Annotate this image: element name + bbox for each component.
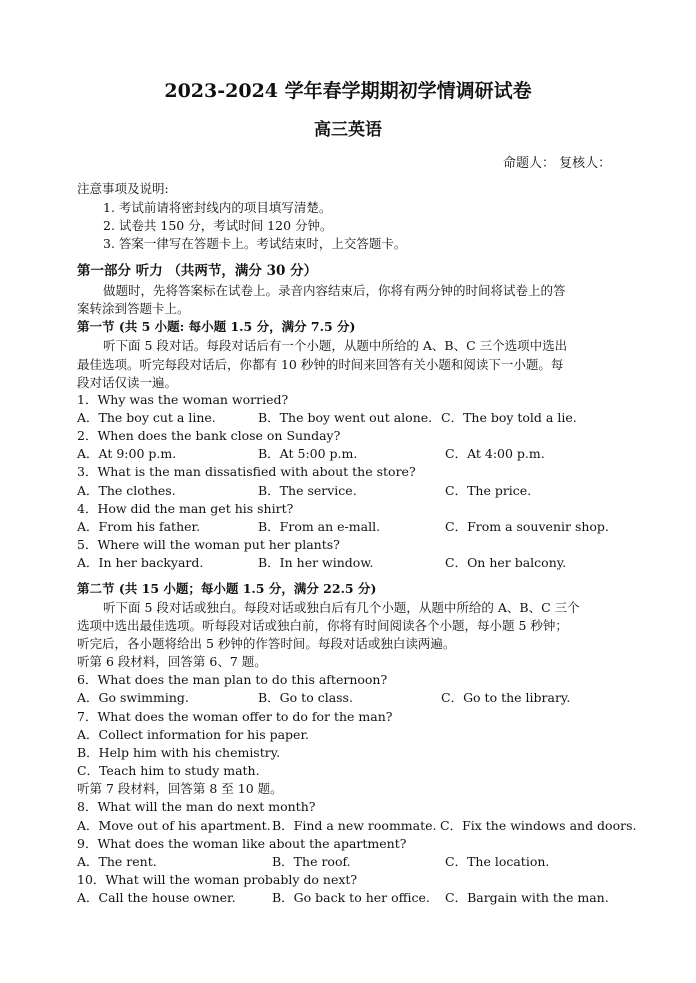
section2-intro: 听完后，各小题将给出 5 秒钟的作答时间。每段对话或独白读两遍。 [77, 636, 456, 651]
option-a: A．The clothes. [77, 483, 176, 498]
question: 2．When does the bank close on Sunday? [77, 428, 341, 443]
notice-item: 3. 答案一律写在答题卡上。考试结束时，上交答题卡。 [103, 236, 407, 251]
question: 7．What does the woman offer to do for the man? [77, 709, 393, 724]
option-b: B．The service. [258, 483, 357, 498]
option-c: C．Bargain with the man. [445, 890, 609, 905]
subject-title: 高三英语 [314, 120, 382, 140]
option-a: A．Call the house owner. [77, 890, 236, 905]
option-c: C．The boy told a lie. [441, 410, 577, 425]
part1-intro: 做题时，先将答案标在试卷上。录音内容结束后，你将有两分钟的时间将试卷上的答 [103, 283, 566, 298]
option-c: C．Go to the library. [441, 690, 571, 705]
authors-line: 命题人： 复核人： [503, 156, 612, 171]
option-c: C．The location. [445, 854, 550, 869]
notice-item: 1. 考试前请将密封线内的项目填写清楚。 [103, 200, 332, 215]
option-c: C．On her balcony. [445, 555, 567, 570]
option-c: C．The price. [445, 483, 532, 498]
option-b: B．The boy went out alone. [258, 410, 433, 425]
option-c: C．Fix the windows and doors. [440, 818, 637, 833]
question: 8．What will the man do next month? [77, 799, 316, 814]
material-instruction: 听第 7 段材料，回答第 8 至 10 题。 [77, 781, 283, 796]
notice-item: 2. 试卷共 150 分，考试时间 120 分钟。 [103, 218, 333, 233]
option-c: C．From a souvenir shop. [445, 519, 609, 534]
question: 3．What is the man dissatisfied with about the store? [77, 464, 416, 479]
option-a: A．In her backyard. [77, 555, 204, 570]
question: 9．What does the woman like about the apartment? [77, 836, 407, 851]
question: 10．What will the woman probably do next? [77, 872, 358, 887]
option-b: B．Help him with his chemistry. [77, 745, 281, 760]
section1-intro: 最佳选项。听完每段对话后，你都有 10 秒钟的时间来回答有关小题和阅读下一小题。每 [77, 357, 564, 372]
question: 6．What does the man plan to do this afternoon? [77, 672, 388, 687]
option-a: A．At 9:00 p.m. [77, 446, 177, 461]
question: 5．Where will the woman put her plants? [77, 537, 340, 552]
section1-intro: 听下面 5 段对话。每段对话后有一个小题，从题中所给的 A、B、C 三个选项中选出 [103, 338, 568, 353]
question: 1．Why was the woman worried? [77, 392, 289, 407]
material-instruction: 听第 6 段材料，回答第 6、7 题。 [77, 654, 267, 669]
section2-intro: 选项中选出最佳选项。听每段对话或独白前，你将有时间阅读各个小题，每小题 5 秒钟； [77, 618, 568, 633]
option-a: A．The boy cut a line. [77, 410, 216, 425]
section2-heading: 第二节 (共 15 小题；每小题 1.5 分，满分 22.5 分) [77, 581, 377, 596]
option-a: A．Move out of his apartment. [77, 818, 271, 833]
part1-intro: 案转涂到答题卡上。 [77, 301, 190, 316]
option-b: B．At 5:00 p.m. [258, 446, 358, 461]
question: 4．How did the man get his shirt? [77, 501, 294, 516]
option-c: C．At 4:00 p.m. [445, 446, 545, 461]
option-a: A．Go swimming. [77, 690, 189, 705]
option-b: B．Go to class. [258, 690, 353, 705]
part1-heading: 第一部分 听力 （共两节，满分 30 分） [77, 263, 318, 279]
option-b: B．From an e-mall. [258, 519, 381, 534]
option-b: B．In her window. [258, 555, 374, 570]
notice-heading: 注意事项及说明: [77, 181, 169, 196]
page-title: 2023-2024 学年春学期期初学情调研试卷 [164, 80, 532, 102]
option-b: B．Go back to her office. [272, 890, 430, 905]
option-a: A．Collect information for his paper. [77, 727, 310, 742]
option-b: B．The roof. [272, 854, 351, 869]
option-a: A．From his father. [77, 519, 201, 534]
option-a: A．The rent. [77, 854, 157, 869]
option-b: B．Find a new roommate. [272, 818, 437, 833]
section1-intro: 段对话仅读一遍。 [77, 375, 178, 390]
option-c: C．Teach him to study math. [77, 763, 260, 778]
section2-intro: 听下面 5 段对话或独白。每段对话或独白后有几个小题，从题中所给的 A、B、C 三个 [103, 600, 580, 615]
section1-heading: 第一节 (共 5 小题: 每小题 1.5 分，满分 7.5 分) [77, 319, 356, 334]
